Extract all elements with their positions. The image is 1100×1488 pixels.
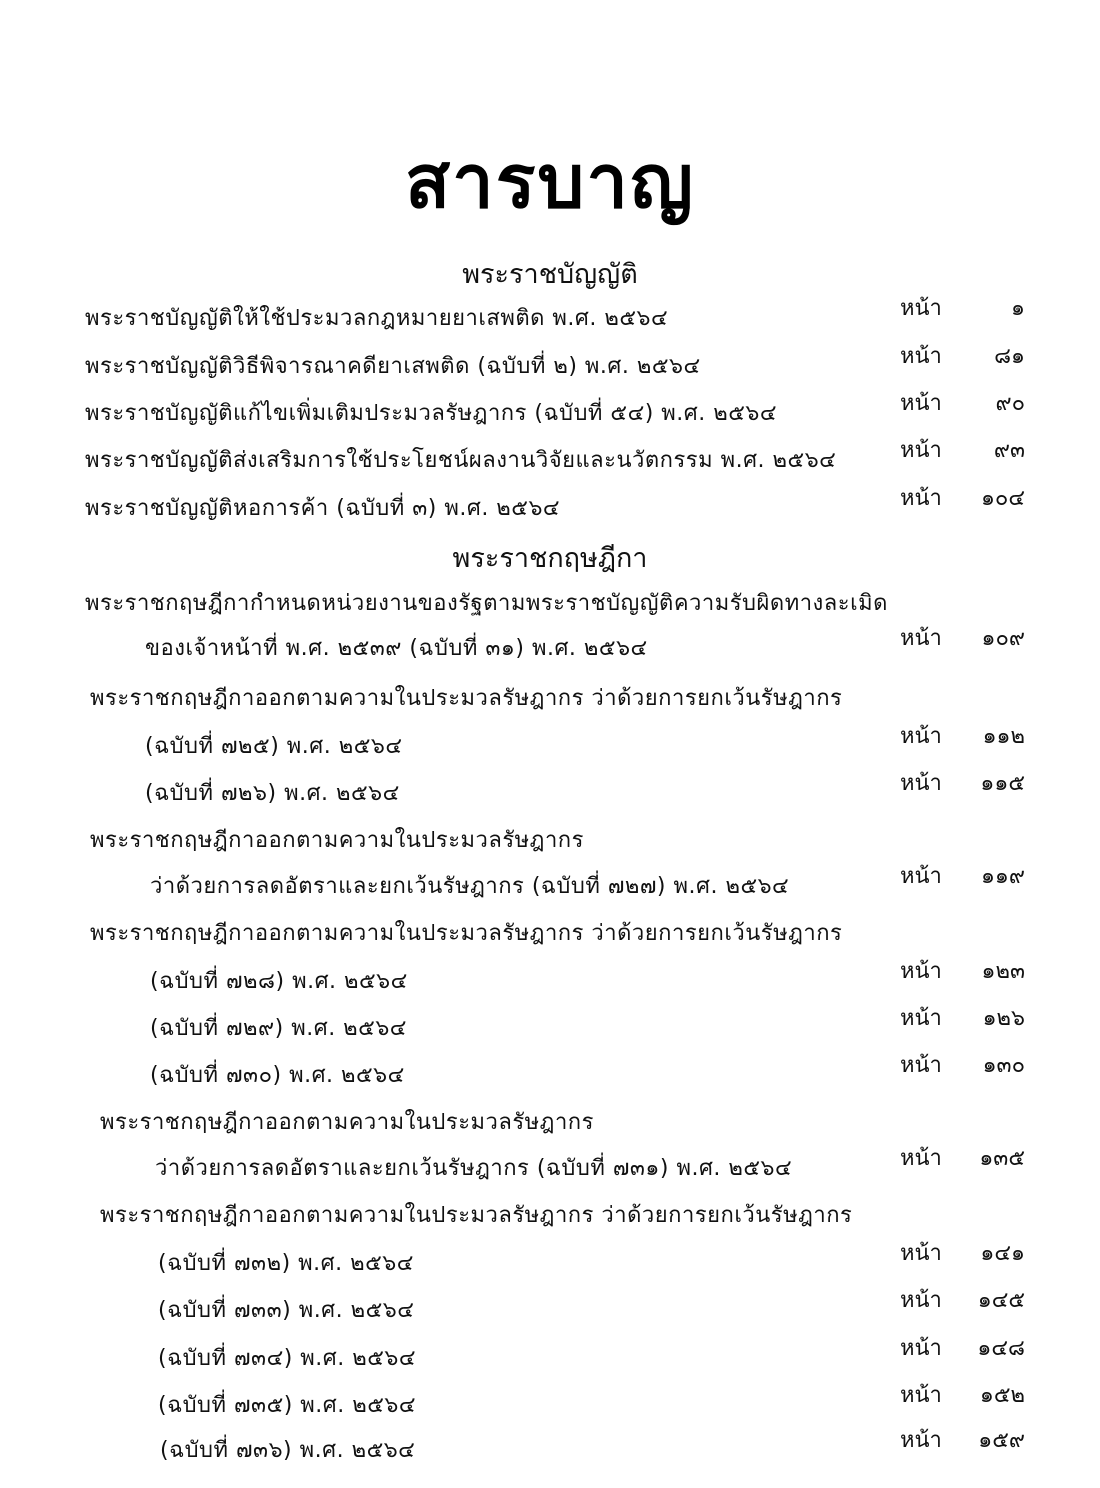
toc-page-label: หน้า bbox=[900, 959, 942, 984]
toc-page-number: ๑๒๖ bbox=[982, 1006, 1025, 1031]
toc-page-number: ๑๓๕ bbox=[979, 1146, 1025, 1171]
toc-entry-title: พระราชบัญญัติวิธีพิจารณาคดียาเสพติด (ฉบับที่ ๒) พ.ศ. ๒๕๖๔ bbox=[85, 354, 701, 379]
toc-page-label: หน้า bbox=[900, 1336, 942, 1361]
toc-entry-title: พระราชกฤษฎีกาออกตามความในประมวลรัษฎากร ว่าด้วยการยกเว้นรัษฎากร bbox=[90, 686, 843, 711]
toc-entry-title: พระราชกฤษฎีกาออกตามความในประมวลรัษฎากร bbox=[100, 1110, 594, 1135]
toc-page-number: ๙๓ bbox=[993, 438, 1025, 463]
toc-entry-title: (ฉบับที่ ๗๓๐) พ.ศ. ๒๕๖๔ bbox=[150, 1063, 405, 1088]
toc-page-number: ๑๓๐ bbox=[982, 1053, 1025, 1078]
section-heading-decrees: พระราชกฤษฎีกา bbox=[452, 543, 648, 574]
toc-entry-title: ของเจ้าหน้าที่ พ.ศ. ๒๕๓๙ (ฉบับที่ ๓๑) พ.ศ. ๒๕๖๔ bbox=[145, 636, 648, 661]
toc-page-number: ๑ bbox=[1011, 296, 1025, 321]
toc-page-number: ๑๔๑ bbox=[980, 1241, 1025, 1266]
toc-page-number: ๙๐ bbox=[995, 391, 1025, 416]
toc-page-number: ๑๔๘ bbox=[977, 1336, 1025, 1361]
toc-page-label: หน้า bbox=[900, 1146, 942, 1171]
toc-page-number: ๑๐๙ bbox=[981, 626, 1025, 651]
toc-entry-title: (ฉบับที่ ๗๒๙) พ.ศ. ๒๕๖๔ bbox=[150, 1016, 407, 1041]
toc-entry-title: (ฉบับที่ ๗๓๒) พ.ศ. ๒๕๖๔ bbox=[158, 1251, 414, 1276]
toc-entry-title: (ฉบับที่ ๗๓๕) พ.ศ. ๒๕๖๔ bbox=[158, 1393, 417, 1418]
toc-page-number: ๑๑๙ bbox=[980, 864, 1025, 889]
toc-entry-title: พระราชกฤษฎีกาออกตามความในประมวลรัษฎากร ว่าด้วยการยกเว้นรัษฎากร bbox=[90, 921, 843, 946]
toc-page-label: หน้า bbox=[900, 1053, 942, 1078]
toc-page-number: ๑๑๕ bbox=[980, 771, 1025, 796]
toc-entry-title: (ฉบับที่ ๗๒๖) พ.ศ. ๒๕๖๔ bbox=[145, 781, 400, 806]
toc-entry-title: (ฉบับที่ ๗๓๔) พ.ศ. ๒๕๖๔ bbox=[158, 1346, 417, 1371]
toc-page-label: หน้า bbox=[900, 438, 942, 463]
toc-entry-title: ว่าด้วยการลดอัตราและยกเว้นรัษฎากร (ฉบับที่ ๗๓๑) พ.ศ. ๒๕๖๔ bbox=[155, 1156, 793, 1181]
toc-page-number: ๘๑ bbox=[994, 344, 1025, 369]
toc-page-label: หน้า bbox=[900, 1241, 942, 1266]
toc-entry-title: (ฉบับที่ ๗๒๕) พ.ศ. ๒๕๖๔ bbox=[145, 734, 403, 759]
toc-entry-title: พระราชบัญญัติส่งเสริมการใช้ประโยชน์ผลงานวิจัยและนวัตกรรม พ.ศ. ๒๕๖๔ bbox=[85, 448, 837, 473]
toc-page-label: หน้า bbox=[900, 724, 942, 749]
toc-page-label: หน้า bbox=[900, 391, 942, 416]
toc-page-label: หน้า bbox=[900, 1383, 942, 1408]
toc-page-label: หน้า bbox=[900, 344, 942, 369]
toc-entry-title: (ฉบับที่ ๗๓๓) พ.ศ. ๒๕๖๔ bbox=[158, 1298, 415, 1323]
toc-entry-title: (ฉบับที่ ๗๓๖) พ.ศ. ๒๕๖๔ bbox=[160, 1438, 416, 1463]
toc-page-label: หน้า bbox=[900, 1428, 942, 1453]
toc-entry-title: พระราชบัญญัติหอการค้า (ฉบับที่ ๓) พ.ศ. ๒๕๖๔ bbox=[85, 496, 561, 521]
toc-page-label: หน้า bbox=[900, 771, 942, 796]
toc-entry-title: ว่าด้วยการลดอัตราและยกเว้นรัษฎากร (ฉบับที่ ๗๒๗) พ.ศ. ๒๕๖๔ bbox=[150, 874, 790, 899]
toc-entry-title: พระราชบัญญัติให้ใช้ประมวลกฎหมายยาเสพติด พ.ศ. ๒๕๖๔ bbox=[85, 306, 669, 331]
toc-page-number: ๑๔๕ bbox=[977, 1288, 1025, 1313]
toc-page-label: หน้า bbox=[900, 864, 942, 889]
toc-page-number: ๑๕๙ bbox=[978, 1428, 1025, 1453]
toc-page-number: ๑๑๒ bbox=[982, 724, 1025, 749]
toc-page-label: หน้า bbox=[900, 626, 942, 651]
toc-page-number: ๑๕๒ bbox=[979, 1383, 1025, 1408]
toc-page-label: หน้า bbox=[900, 486, 942, 511]
toc-page-label: หน้า bbox=[900, 296, 942, 321]
toc-entry-title: (ฉบับที่ ๗๒๘) พ.ศ. ๒๕๖๔ bbox=[150, 969, 408, 994]
toc-page-label: หน้า bbox=[900, 1006, 942, 1031]
toc-page-number: ๑๒๓ bbox=[981, 959, 1025, 984]
toc-entry-title: พระราชกฤษฎีกาออกตามความในประมวลรัษฎากร bbox=[90, 828, 584, 853]
toc-page-label: หน้า bbox=[900, 1288, 942, 1313]
toc-entry-title: พระราชบัญญัติแก้ไขเพิ่มเติมประมวลรัษฎากร (ฉบับที่ ๕๔) พ.ศ. ๒๕๖๔ bbox=[85, 401, 778, 426]
section-heading-acts: พระราชบัญญัติ bbox=[462, 259, 638, 290]
toc-entry-title: พระราชกฤษฎีกากำหนดหน่วยงานของรัฐตามพระราชบัญญัติความรับผิดทางละเมิด bbox=[85, 591, 888, 616]
toc-entry-title: พระราชกฤษฎีกาออกตามความในประมวลรัษฎากร ว่าด้วยการยกเว้นรัษฎากร bbox=[100, 1203, 853, 1228]
toc-page-number: ๑๐๔ bbox=[980, 486, 1025, 511]
page-title: สารบาญ bbox=[404, 139, 696, 225]
